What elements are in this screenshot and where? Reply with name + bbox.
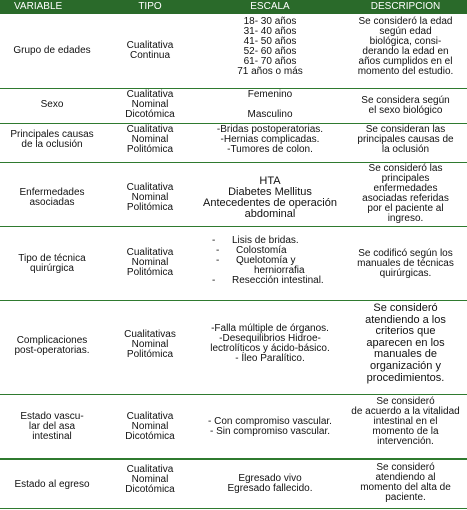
cell-line: el sexo biológico xyxy=(368,105,443,116)
cell-line: asociadas xyxy=(29,197,75,208)
cell-line: Se consideró la edad xyxy=(358,16,453,27)
cell-line: abdominal xyxy=(244,208,296,220)
cell-line: Estado al egreso xyxy=(14,479,90,490)
header-tipo: TIPO xyxy=(104,0,196,14)
cell-line: 31- 40 años xyxy=(243,26,297,37)
cell-line: Cualitativa xyxy=(126,40,174,51)
row-divider xyxy=(0,226,467,227)
header-variable: VARIABLE xyxy=(0,0,104,14)
cell-line: Cualitativas xyxy=(124,329,176,340)
row-3-escala xyxy=(196,125,344,155)
row-1-tipo xyxy=(104,41,196,61)
row-3-tipo xyxy=(104,125,196,155)
cell-line: 71 años o más xyxy=(237,66,303,77)
cell-line: Politómica xyxy=(126,267,174,278)
cell-line: procedimientos. xyxy=(366,371,445,384)
cell-line: según edad xyxy=(379,26,432,37)
cell-line: post-operatorias. xyxy=(14,345,90,356)
cell-line: - Sin compromiso vascular. xyxy=(209,426,331,437)
cell-line: -Bridas postoperatorias. xyxy=(216,124,324,135)
cell-line: - Quelotomía y xyxy=(216,255,296,266)
cell-line: Nominal xyxy=(131,192,169,203)
row-1-escala xyxy=(196,17,344,77)
row-4-tipo xyxy=(104,183,196,213)
cell-line: lectrolíticos y ácido-básico. xyxy=(210,343,330,354)
cell-line: momento del estudio. xyxy=(357,66,454,77)
row-4-variable xyxy=(0,188,104,208)
cell-line: -Falla múltiple de órganos. xyxy=(211,323,329,334)
row-4-descripcion xyxy=(344,164,467,224)
cell-line: organización y xyxy=(370,359,441,372)
row-3-descripcion xyxy=(344,125,467,155)
row-1-variable xyxy=(0,46,104,56)
row-5-tipo xyxy=(104,248,196,278)
row-8-variable xyxy=(0,480,104,490)
row-7-tipo xyxy=(104,412,196,442)
cell-line: Dicotómica xyxy=(125,484,175,495)
cell-line: Enfermedades xyxy=(19,187,85,198)
cell-line: Se considera según xyxy=(361,95,450,106)
cell-line: asociadas referidas xyxy=(362,193,449,204)
row-divider xyxy=(0,508,467,509)
cell-line: Estado vascu- xyxy=(20,411,84,422)
row-2-descripcion xyxy=(344,96,467,116)
row-4-escala xyxy=(196,176,344,220)
cell-line: Nominal xyxy=(131,421,169,432)
cell-line: manuales de técnicas xyxy=(357,258,454,269)
cell-line: Masculino xyxy=(247,109,293,120)
cell-line: quirúrgicas. xyxy=(379,268,432,279)
cell-line: paciente. xyxy=(385,492,426,503)
row-5-variable xyxy=(0,254,104,274)
cell-line: ingreso. xyxy=(387,213,424,224)
cell-line: Se consideró las xyxy=(368,163,443,174)
cell-line: aparecen en los xyxy=(366,336,445,349)
row-3-variable xyxy=(0,130,104,150)
row-2-escala xyxy=(196,90,344,120)
row-divider xyxy=(0,394,467,395)
cell-line: Se consideró xyxy=(376,396,435,407)
row-7-descripcion xyxy=(344,397,467,447)
cell-line: Se consideran las xyxy=(365,124,446,135)
cell-line: Nominal xyxy=(131,339,169,350)
cell-line: intestinal xyxy=(32,431,72,442)
cell-line: biológica, consi- xyxy=(369,36,442,47)
cell-line: Nominal xyxy=(131,474,169,485)
cell-line: intestinal en el xyxy=(373,416,438,427)
cell-line: Sexo xyxy=(40,99,64,110)
cell-line: -Hernias complicadas. xyxy=(220,134,320,145)
cell-line: Se consideró xyxy=(376,462,435,473)
cell-line: principales causas de xyxy=(357,134,454,145)
cell-line: Grupo de edades xyxy=(13,45,91,56)
cell-line: Nominal xyxy=(131,134,169,145)
cell-line: derando la edad en xyxy=(362,46,449,57)
row-5-descripcion xyxy=(344,249,467,279)
cell-line: lar del asa xyxy=(28,421,76,432)
cell-line: Se codificó según los xyxy=(358,248,453,259)
cell-line: -Desequilibrios Hidroe- xyxy=(219,333,321,344)
cell-line: enfermedades xyxy=(373,183,438,194)
cell-line: Femenino xyxy=(247,89,293,100)
cell-line: -Tumores de colon. xyxy=(227,144,313,155)
cell-line: Continua xyxy=(129,50,171,61)
cell-line: manuales de xyxy=(374,348,437,361)
row-divider xyxy=(0,458,467,460)
row-6-variable xyxy=(0,336,104,356)
cell-line: Cualitativa xyxy=(126,89,174,100)
cell-line: Cualitativa xyxy=(126,247,174,258)
cell-line: Politómica xyxy=(126,202,174,213)
cell-line: Antecedentes de operación xyxy=(203,197,337,209)
cell-line: de acuerdo a la vitalidad xyxy=(351,406,460,417)
cell-line: Egresado vivo xyxy=(238,473,302,484)
row-5-escala xyxy=(212,236,344,286)
row-2-tipo xyxy=(104,90,196,120)
cell-line: Cualitativa xyxy=(126,182,174,193)
row-6-escala xyxy=(196,324,344,364)
cell-line: momento del alta de xyxy=(360,482,451,493)
cell-line: Complicaciones xyxy=(16,335,88,346)
cell-line: Egresado fallecido. xyxy=(227,483,313,494)
cell-line: Dicotómica xyxy=(125,431,175,442)
cell-line: intervención. xyxy=(377,436,434,447)
cell-line: Se consideró xyxy=(373,302,438,314)
cell-line: Cualitativa xyxy=(126,464,174,475)
row-7-variable xyxy=(0,412,104,442)
cell-line: - Resección intestinal. xyxy=(212,275,324,286)
cell-line: momento de la xyxy=(372,426,439,437)
row-1-descripcion xyxy=(344,17,467,77)
cell-line: Principales causas xyxy=(10,129,94,140)
cell-line: - Íleo Paralítico. xyxy=(235,353,305,364)
row-divider xyxy=(0,88,467,89)
cell-line: años cumplidos en el xyxy=(358,56,453,67)
cell-line: principales xyxy=(381,173,430,184)
cell-line: la oclusión xyxy=(381,144,430,155)
cell-line: - Con compromiso vascular. xyxy=(208,416,332,427)
cell-line: Nominal xyxy=(131,99,169,110)
row-7-escala xyxy=(196,417,344,437)
cell-line: Dicotómica xyxy=(125,109,175,120)
row-6-descripcion xyxy=(344,303,467,384)
row-8-descripcion xyxy=(344,463,467,503)
cell-line: Nominal xyxy=(131,257,169,268)
cell-line: quirúrgica xyxy=(30,263,74,274)
cell-line: HTA xyxy=(259,175,281,187)
cell-line: Politómica xyxy=(126,349,174,360)
cell-line: 52- 60 años xyxy=(243,46,297,57)
row-8-tipo xyxy=(104,465,196,495)
cell-line: criterios que xyxy=(375,325,436,338)
cell-line: Diabetes Mellitus xyxy=(228,186,312,198)
row-divider xyxy=(0,300,467,301)
cell-line: Cualitativa xyxy=(126,124,174,135)
header-descripcion: DESCRIPCION xyxy=(344,0,467,14)
cell-line: Politómica xyxy=(126,144,174,155)
cell-line: 18- 30 años xyxy=(243,16,297,27)
cell-line: - Lisis de bridas. xyxy=(212,235,299,246)
cell-line: Tipo de técnica xyxy=(18,253,86,264)
row-2-variable xyxy=(0,100,104,110)
cell-line: de la oclusión xyxy=(21,139,83,150)
row-8-escala xyxy=(196,474,344,494)
cell-line: 61- 70 años xyxy=(243,56,297,67)
cell-line: - Colostomía xyxy=(216,245,287,256)
cell-line: herniorrafia xyxy=(254,265,305,276)
row-6-tipo xyxy=(104,330,196,360)
cell-line: Cualitativa xyxy=(126,411,174,422)
cell-line: atendiendo a los xyxy=(365,313,446,326)
cell-line: por el paciente al xyxy=(367,203,444,214)
cell-line: atendiendo al xyxy=(375,472,436,483)
header-escala: ESCALA xyxy=(196,0,344,14)
cell-line: 41- 50 años xyxy=(243,36,297,47)
